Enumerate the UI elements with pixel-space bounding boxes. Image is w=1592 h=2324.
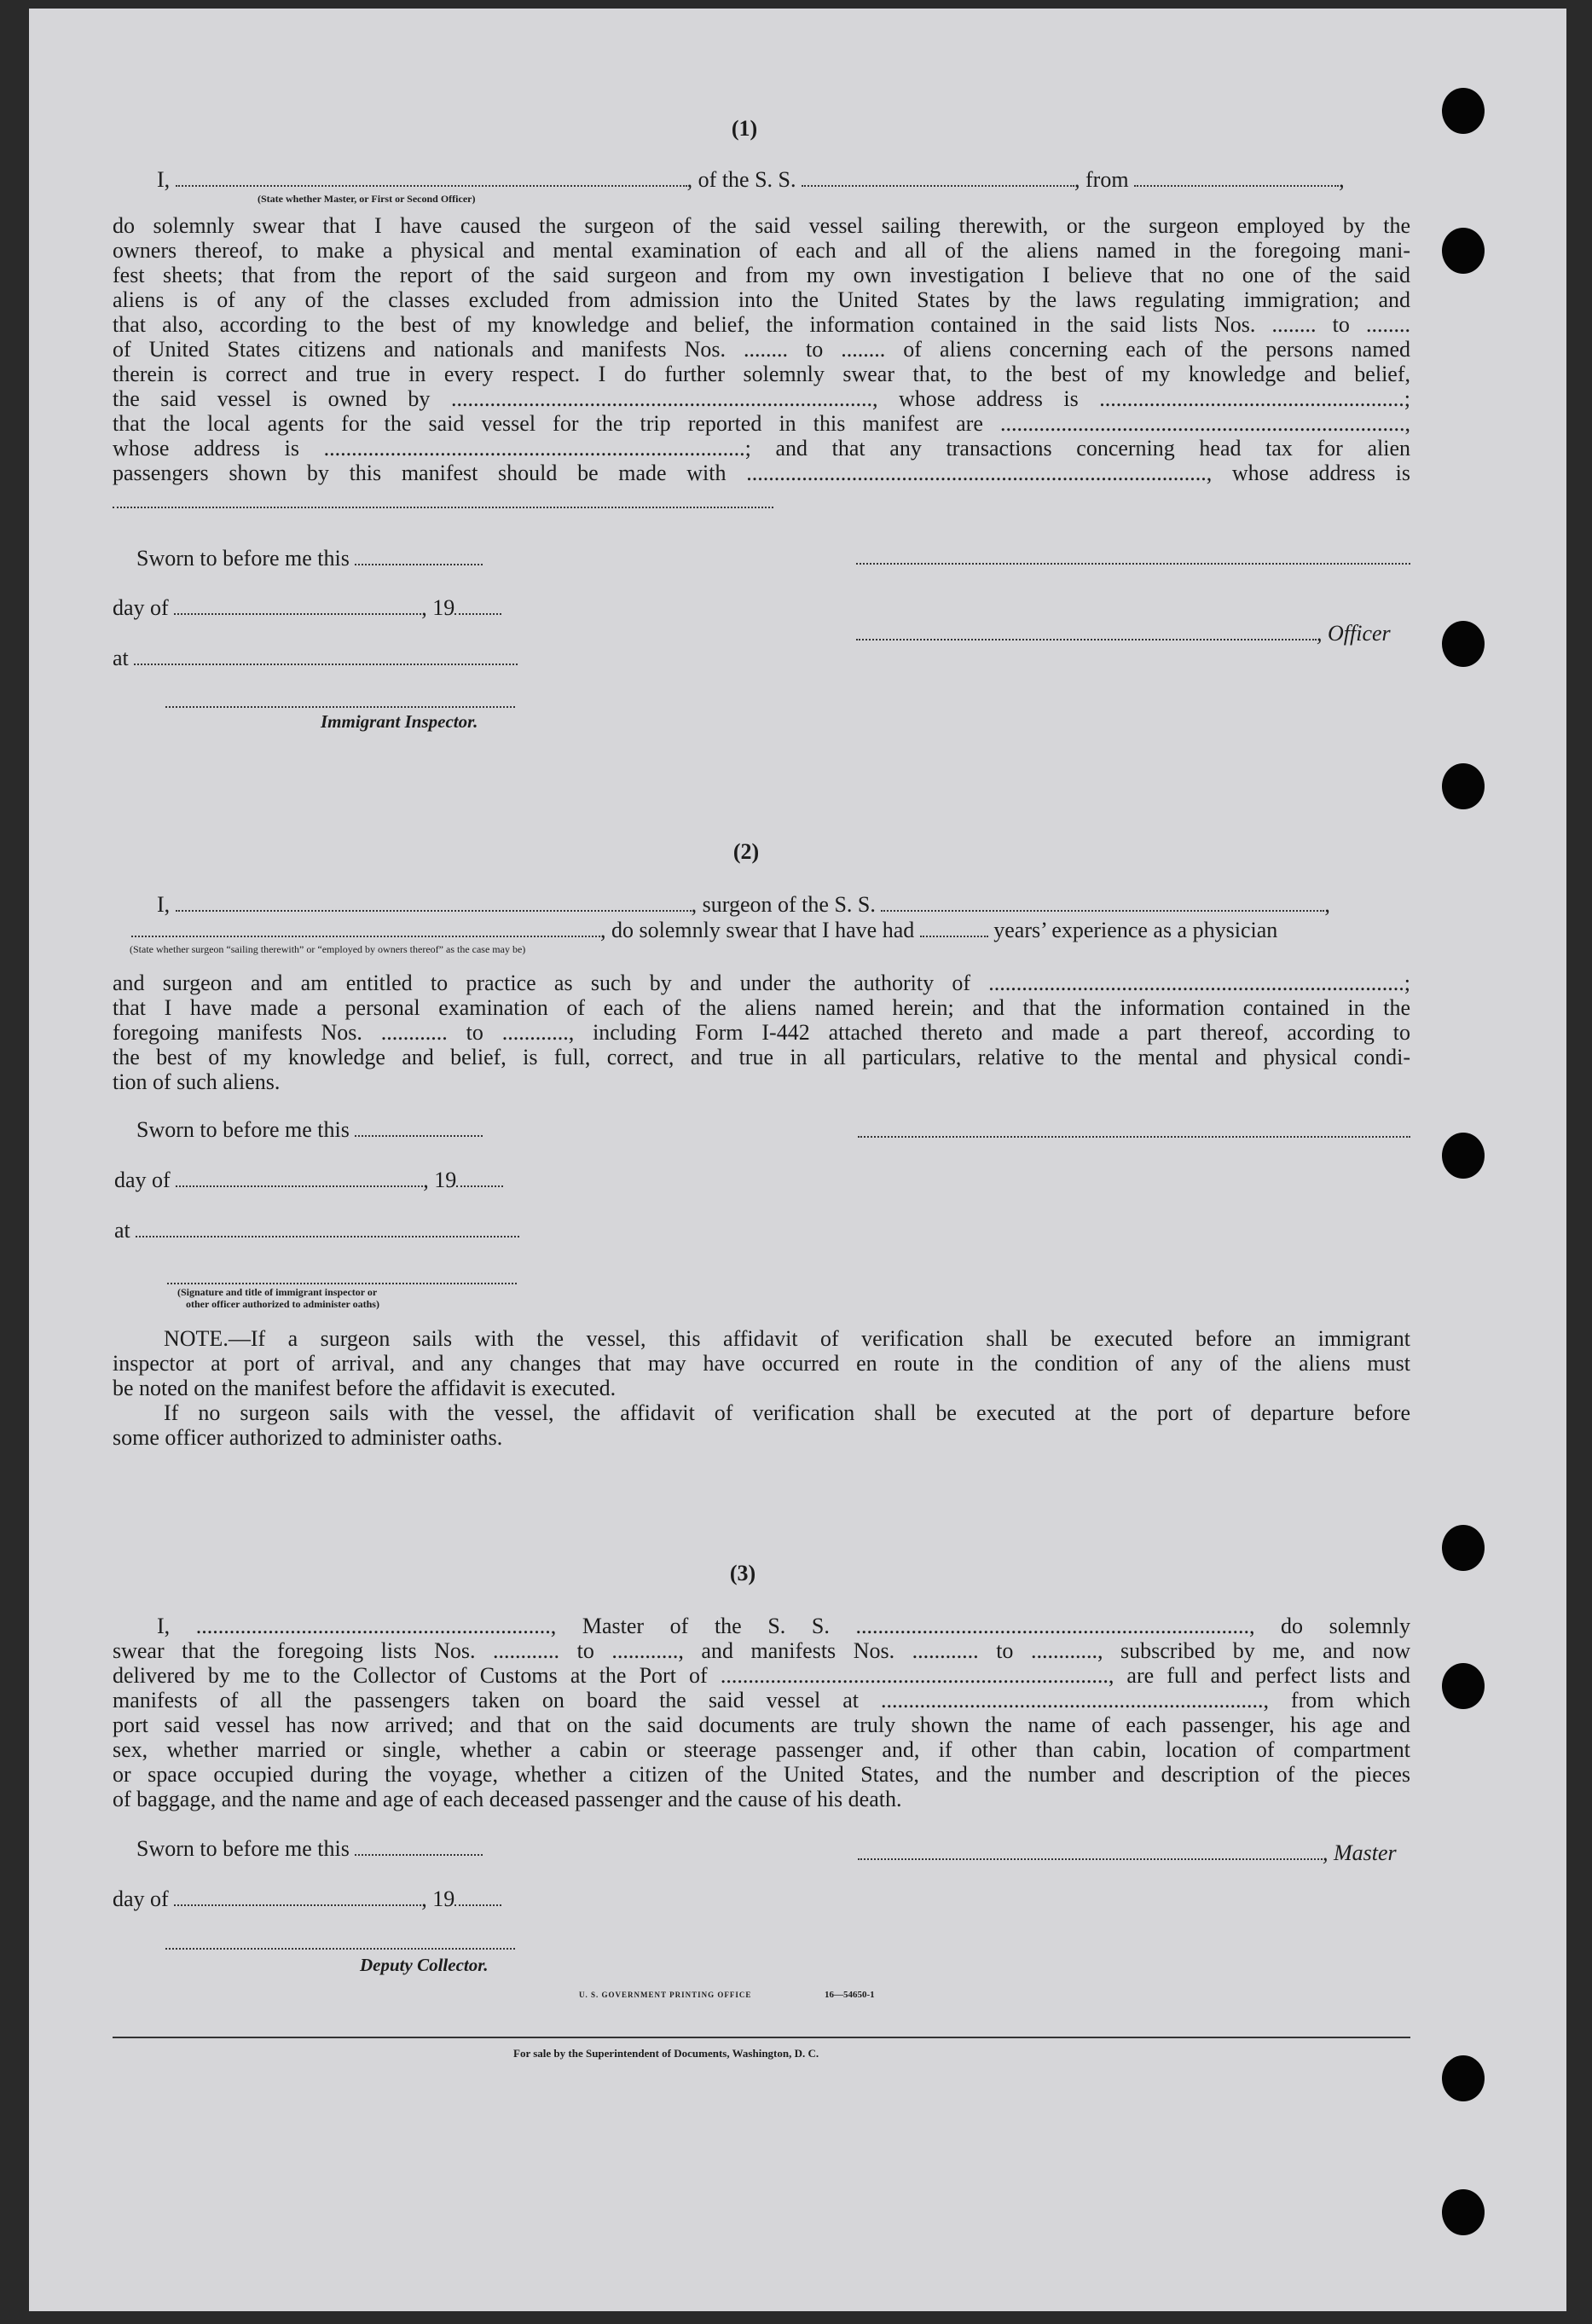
year-label: , 19: [421, 1886, 455, 1911]
master-signature-line: [858, 1840, 1397, 1865]
punch-hole: [1442, 1663, 1485, 1709]
footer-rule: [113, 2037, 1410, 2038]
surgeon-signature-field[interactable]: [858, 1136, 1410, 1138]
section-2-second-line: [131, 918, 1277, 942]
sworn-label: Sworn to before me this: [136, 546, 350, 571]
punch-hole: [1442, 763, 1485, 809]
at-place-field[interactable]: [136, 1222, 519, 1237]
section-2-body-line: tion of such aliens.: [113, 1069, 281, 1094]
from-port-field[interactable]: [1134, 171, 1339, 187]
section-2-number: (2): [732, 839, 760, 864]
comma: ,: [1324, 892, 1330, 917]
surgeon-of-label: , surgeon of the S. S.: [691, 892, 876, 917]
sworn-line: [136, 1836, 483, 1861]
years-label: years’ experience as a physician: [993, 918, 1278, 942]
year-field[interactable]: [454, 600, 501, 615]
section-1-body-line: do solemnly swear that I have caused the surgeon of the said vessel sailing therewith, or the surgeon employed by the: [113, 213, 1410, 238]
note-line: be noted on the manifest before the affidavit is executed.: [113, 1376, 617, 1400]
note-line: If no surgeon sails with the vessel, the affidavit of verification shall be executed at the port of departure before: [164, 1400, 1410, 1425]
section-1-body-line: that the local agents for the said vessel for the trip reported in this manifest are .........................................................................,: [113, 411, 1410, 436]
sworn-label: Sworn to before me this: [136, 1117, 350, 1142]
punch-hole: [1442, 621, 1485, 667]
section-1-body-line: passengers shown by this manifest should be made with ..................................................................................., whose address is: [113, 461, 1410, 485]
sworn-date-field[interactable]: [355, 550, 483, 565]
ship-name-field[interactable]: [802, 171, 1074, 187]
pronoun-i: I,: [157, 892, 171, 917]
section-1-body-line: owners thereof, to make a physical and mental examination of each and all of the aliens named in the foregoing mani-: [113, 238, 1410, 263]
section-2-body-line: foregoing manifests Nos. ............ to ............, including Form I-442 attached thereto and made a part thereof, according to: [113, 1020, 1410, 1045]
year-field[interactable]: [454, 1891, 501, 1906]
sworn-label: Sworn to before me this: [136, 1836, 350, 1861]
printing-office-label: U. S. GOVERNMENT PRINTING OFFICE: [579, 1991, 752, 1999]
section-1-body-line: that also, according to the best of my knowledge and belief, the information contained in the said lists Nos. ........ to ........: [113, 312, 1410, 337]
section-3-body-line: sex, whether married or single, whether a cabin or steerage passenger and, if other than cabin, location of compartment: [113, 1737, 1410, 1762]
at-label: at: [114, 1218, 130, 1243]
signature-note: other officer authorized to administer oaths): [186, 1298, 379, 1310]
section-3-body-line: I, ................................................................, Master of the S. S. ......................................................................., do solemnly: [157, 1614, 1410, 1638]
year-label: , 19: [421, 595, 455, 620]
year-field[interactable]: [456, 1172, 503, 1187]
section-1-body-line: whose address is ............................................................................; and that any transactions concerning head tax for alien: [113, 436, 1410, 461]
master-label: , Master: [1323, 1840, 1397, 1865]
sworn-date-field[interactable]: [355, 1840, 483, 1856]
section-3-body-line: of baggage, and the name and age of each deceased passenger and the cause of his death.: [113, 1787, 902, 1811]
section-3-body-line: swear that the foregoing lists Nos. ............ to ............, and manifests Nos. ............ to ............, subscribed by me, and now: [113, 1638, 1410, 1663]
immigrant-inspector-label: Immigrant Inspector.: [321, 711, 478, 732]
for-sale-label: For sale by the Superintendent of Documents, Washington, D. C.: [513, 2047, 819, 2060]
form-page: [29, 9, 1566, 2311]
of-ss-label: , of the S. S.: [686, 167, 796, 192]
section-1-body-line: the said vessel is owned by ............................................................................, whose address is .......................................................;: [113, 386, 1410, 411]
day-of-field[interactable]: [176, 1172, 423, 1187]
day-of-line: [113, 595, 501, 620]
years-experience-field[interactable]: [920, 922, 988, 937]
punch-hole: [1442, 2055, 1485, 2101]
section-3-body-line: port said vessel has now arrived; and that on the said documents are truly shown the name of each passenger, his age and: [113, 1713, 1410, 1737]
punch-hole: [1442, 1525, 1485, 1571]
comma: ,: [1339, 167, 1345, 192]
section-1-first-line: [157, 167, 1345, 192]
signature-note: (Signature and title of immigrant inspector or: [177, 1286, 378, 1298]
officer-name-field[interactable]: [176, 171, 687, 187]
note-line: inspector at port of arrival, and any changes that may have occurred en route in the condition of any of the aliens must: [113, 1351, 1410, 1376]
officer-title-line: [856, 621, 1391, 646]
punch-hole: [1442, 228, 1485, 274]
sworn-line: [136, 1117, 483, 1142]
punch-hole: [1442, 88, 1485, 134]
pronoun-i: I,: [157, 167, 171, 192]
section-1-body-line: aliens is of any of the classes excluded from admission into the United States by the laws regulating immigration; and: [113, 287, 1410, 312]
day-of-field[interactable]: [174, 1891, 421, 1906]
surgeon-type-note: (State whether surgeon “sailing therewith” or “employed by owners thereof” as the case may be): [130, 943, 526, 955]
swear-label: , do solemnly swear that I have had: [600, 918, 915, 942]
section-1-body-line: of United States citizens and nationals and manifests Nos. ........ to ........ of aliens concerning each of the persons named: [113, 337, 1410, 362]
at-place-field[interactable]: [134, 650, 518, 665]
section-2-body-line: and surgeon and am entitled to practice as such by and under the authority of ...........................................................................;: [113, 971, 1410, 995]
punch-hole: [1442, 1133, 1485, 1179]
at-line: [113, 646, 518, 670]
note-line: NOTE.—If a surgeon sails with the vessel, this affidavit of verification shall be executed before an immigrant: [164, 1326, 1410, 1351]
section-3-body-line: or space occupied during the voyage, whether a citizen of the United States, and the number and description of the pieces: [113, 1762, 1410, 1787]
deputy-signature-field[interactable]: [165, 1948, 515, 1950]
at-line: [114, 1218, 519, 1243]
sworn-date-field[interactable]: [355, 1121, 483, 1137]
day-of-line: [114, 1168, 503, 1192]
deputy-collector-label: Deputy Collector.: [360, 1955, 489, 1975]
inspector-signature-field[interactable]: [167, 1283, 517, 1284]
day-of-line: [113, 1886, 501, 1911]
punch-hole: [1442, 2189, 1485, 2235]
officer-title-field[interactable]: [856, 625, 1317, 640]
section-3-body-line: manifests of all the passengers taken on board the said vessel at ....................................................................., from which: [113, 1688, 1410, 1713]
section-2-first-line: [157, 892, 1330, 917]
section-2-body-line: that I have made a personal examination of each of the aliens named herein; and that the information contained in the: [113, 995, 1410, 1020]
year-label: , 19: [423, 1168, 457, 1192]
section-1-body-line: fest sheets; that from the report of the said surgeon and from my own investigation I believe that no one of the said: [113, 263, 1410, 287]
address-continuation-field[interactable]: [113, 507, 773, 508]
officer-rank-note: (State whether Master, or First or Second Officer): [258, 193, 476, 205]
master-signature-field[interactable]: [858, 1845, 1323, 1860]
surgeon-type-field[interactable]: [131, 922, 600, 937]
note-line: some officer authorized to administer oaths.: [113, 1425, 503, 1450]
officer-label: , Officer: [1317, 621, 1391, 646]
section-1-body-line: therein is correct and true in every respect. I do further solemnly swear that, to the best of my knowledge and belief,: [113, 362, 1410, 386]
section-1-number: (1): [731, 116, 758, 141]
at-label: at: [113, 646, 129, 670]
day-of-label: day of: [113, 1886, 169, 1911]
inspector-signature-field[interactable]: [165, 706, 515, 708]
officer-signature-field[interactable]: [856, 563, 1410, 565]
section-3-body-line: delivered by me to the Collector of Customs at the Port of ......................................................................, are full and perfect lists and: [113, 1663, 1410, 1688]
from-label: , from: [1074, 167, 1129, 192]
section-3-number: (3): [729, 1561, 756, 1585]
form-code: 16—54650-1: [825, 1990, 875, 2000]
sworn-line: [136, 546, 483, 571]
surgeon-name-field[interactable]: [176, 896, 692, 912]
ship-name-field[interactable]: [881, 896, 1324, 912]
section-2-body-line: the best of my knowledge and belief, is full, correct, and true in all particulars, relative to the mental and physical condi-: [113, 1045, 1410, 1069]
day-of-label: day of: [113, 595, 169, 620]
day-of-field[interactable]: [174, 600, 421, 615]
day-of-label: day of: [114, 1168, 171, 1192]
